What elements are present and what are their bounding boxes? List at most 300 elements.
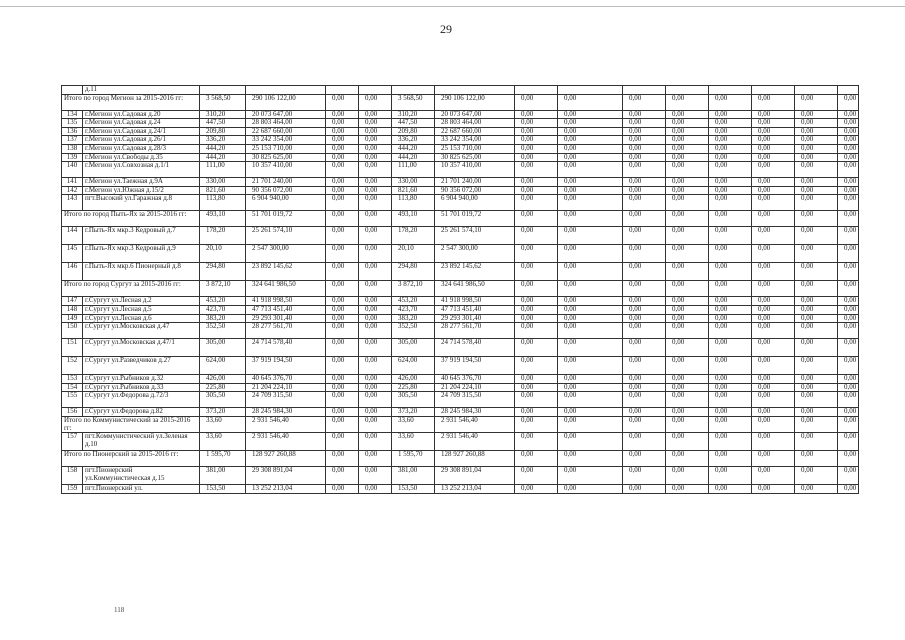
value-cell: 447,50 [392, 119, 435, 128]
value-cell: 0,00 [623, 245, 666, 263]
value-cell: 0,00 [326, 119, 359, 128]
value-cell: 0,00 [359, 433, 392, 451]
value-cell: 0,00 [709, 297, 752, 306]
value-cell: 0,00 [515, 416, 558, 432]
value-cell: 310,20 [200, 110, 246, 119]
value-cell: 22 687 660,00 [435, 127, 515, 136]
value-cell: 0,00 [558, 144, 623, 153]
value-cell: 0,00 [558, 162, 623, 178]
value-cell: 0,00 [838, 323, 859, 339]
value-cell: 0,00 [795, 195, 838, 211]
value-cell: 0,00 [515, 94, 558, 110]
value-cell: 0,00 [326, 383, 359, 392]
address-cell: г.Мегион ул.Садовая д.26/1 [83, 136, 200, 145]
row-number: 139 [62, 153, 83, 162]
value-cell: 0,00 [515, 119, 558, 128]
value-cell: 209,80 [392, 127, 435, 136]
value-cell: 0,00 [623, 195, 666, 211]
value-cell: 0,00 [623, 485, 666, 494]
value-cell: 0,00 [795, 357, 838, 375]
value-cell: 47 713 451,40 [435, 305, 515, 314]
value-cell: 225,80 [200, 383, 246, 392]
table-row [62, 162, 859, 178]
value-cell: 0,00 [709, 305, 752, 314]
value-cell: 0,00 [709, 416, 752, 432]
value-cell: 0,00 [752, 162, 795, 178]
value-cell: 33,60 [200, 433, 246, 451]
value-cell: 0,00 [795, 136, 838, 145]
value-cell: 0,00 [666, 211, 709, 227]
value-cell: 0,00 [515, 357, 558, 375]
value-cell: 0,00 [752, 451, 795, 467]
value-cell: 0,00 [838, 144, 859, 153]
value-cell: 28 803 464,00 [435, 119, 515, 128]
value-cell: 0,00 [795, 383, 838, 392]
value-cell: 0,00 [838, 297, 859, 306]
value-cell: 0,00 [666, 392, 709, 408]
subtotal-label: Итого по Коммунистический за 2015-2016 гг: [62, 416, 200, 432]
row-number: 141 [62, 178, 83, 187]
value-cell: 0,00 [359, 153, 392, 162]
row-number: 158 [62, 467, 83, 485]
value-cell: 305,00 [392, 339, 435, 357]
value-cell: 0,00 [623, 408, 666, 417]
value-cell: 0,00 [795, 281, 838, 297]
footer-mark: 118 [114, 606, 125, 614]
value-cell: 3 568,50 [200, 94, 246, 110]
value-cell: 0,00 [558, 136, 623, 145]
value-cell: 0,00 [623, 451, 666, 467]
value-cell: 0,00 [515, 227, 558, 245]
row-number: 148 [62, 305, 83, 314]
value-cell [623, 86, 666, 95]
value-cell: 0,00 [795, 314, 838, 323]
value-cell: 0,00 [558, 375, 623, 384]
row-number: 154 [62, 383, 83, 392]
value-cell: 0,00 [795, 94, 838, 110]
value-cell: 0,00 [326, 408, 359, 417]
value-cell: 2 931 546,40 [435, 433, 515, 451]
value-cell: 0,00 [558, 485, 623, 494]
value-cell: 0,00 [752, 186, 795, 195]
value-cell: 0,00 [752, 433, 795, 451]
value-cell: 0,00 [623, 375, 666, 384]
value-cell: 10 357 410,00 [246, 162, 326, 178]
value-cell: 0,00 [359, 375, 392, 384]
value-cell: 0,00 [558, 357, 623, 375]
value-cell: 0,00 [838, 383, 859, 392]
value-cell: 0,00 [326, 186, 359, 195]
table-row [62, 245, 859, 263]
value-cell: 0,00 [752, 416, 795, 432]
value-cell: 0,00 [795, 485, 838, 494]
value-cell: 0,00 [752, 297, 795, 306]
value-cell: 0,00 [666, 323, 709, 339]
value-cell: 0,00 [666, 136, 709, 145]
value-cell: 493,10 [392, 211, 435, 227]
value-cell: 0,00 [515, 314, 558, 323]
value-cell: 383,20 [392, 314, 435, 323]
value-cell: 324 641 986,50 [246, 281, 326, 297]
value-cell: 0,00 [838, 305, 859, 314]
value-cell: 624,00 [392, 357, 435, 375]
value-cell: 0,00 [709, 451, 752, 467]
value-cell: 0,00 [558, 94, 623, 110]
value-cell: 0,00 [515, 433, 558, 451]
value-cell: 2 931 546,40 [435, 416, 515, 432]
value-cell: 0,00 [838, 314, 859, 323]
value-cell [200, 86, 246, 95]
value-cell: 0,00 [709, 392, 752, 408]
value-cell: 0,00 [709, 195, 752, 211]
subtotal-row [62, 94, 859, 110]
value-cell: 0,00 [838, 263, 859, 281]
value-cell: 0,00 [326, 451, 359, 467]
value-cell: 373,20 [392, 408, 435, 417]
value-cell: 0,00 [326, 305, 359, 314]
value-cell: 13 252 213,04 [246, 485, 326, 494]
address-cell: г.Сургут ул.Федорова д.72/3 [83, 392, 200, 408]
value-cell: 0,00 [752, 263, 795, 281]
value-cell: 0,00 [666, 485, 709, 494]
address-cell: г.Сургут ул.Лесная д.6 [83, 314, 200, 323]
address-cell: г.Мегион ул.Садовая д.24 [83, 119, 200, 128]
value-cell: 41 918 998,50 [246, 297, 326, 306]
value-cell: 0,00 [709, 467, 752, 485]
value-cell: 0,00 [515, 263, 558, 281]
value-cell: 1 595,70 [200, 451, 246, 467]
value-cell: 0,00 [359, 144, 392, 153]
value-cell: 0,00 [515, 211, 558, 227]
table-row [62, 323, 859, 339]
value-cell: 20,10 [200, 245, 246, 263]
value-cell: 0,00 [666, 281, 709, 297]
value-cell: 0,00 [359, 178, 392, 187]
address-cell: пгт.Пионерский ул.Коммунистическая д.15 [83, 467, 200, 485]
value-cell: 0,00 [752, 127, 795, 136]
value-cell: 0,00 [359, 281, 392, 297]
value-cell: 0,00 [838, 416, 859, 432]
value-cell: 28 245 984,30 [246, 408, 326, 417]
value-cell: 0,00 [752, 211, 795, 227]
value-cell: 25 261 574,10 [435, 227, 515, 245]
value-cell: 0,00 [515, 136, 558, 145]
value-cell [435, 86, 515, 95]
value-cell: 111,00 [392, 162, 435, 178]
value-cell: 0,00 [666, 433, 709, 451]
value-cell: 0,00 [326, 94, 359, 110]
value-cell: 40 645 376,70 [435, 375, 515, 384]
value-cell: 0,00 [709, 281, 752, 297]
value-cell [752, 86, 795, 95]
subtotal-row [62, 416, 859, 432]
value-cell: 0,00 [515, 375, 558, 384]
value-cell: 0,00 [666, 94, 709, 110]
value-cell: 2 931 546,40 [246, 433, 326, 451]
value-cell: 0,00 [666, 263, 709, 281]
value-cell: 0,00 [326, 245, 359, 263]
value-cell: 0,00 [359, 485, 392, 494]
value-cell: 0,00 [838, 195, 859, 211]
value-cell: 23 892 145,62 [246, 263, 326, 281]
value-cell: 0,00 [752, 392, 795, 408]
value-cell [838, 86, 859, 95]
value-cell: 0,00 [359, 323, 392, 339]
value-cell: 0,00 [326, 323, 359, 339]
value-cell: 0,00 [666, 144, 709, 153]
value-cell: 0,00 [752, 245, 795, 263]
value-cell: 0,00 [709, 162, 752, 178]
value-cell: 0,00 [752, 144, 795, 153]
housing-repair-table [61, 85, 859, 494]
value-cell: 0,00 [359, 110, 392, 119]
address-cell: г.Сургут ул.Московская д.47 [83, 323, 200, 339]
table-body [62, 86, 859, 494]
value-cell: 0,00 [558, 263, 623, 281]
value-cell: 0,00 [326, 433, 359, 451]
table-row [62, 392, 859, 408]
value-cell: 0,00 [795, 119, 838, 128]
value-cell: 0,00 [515, 408, 558, 417]
value-cell: 0,00 [709, 227, 752, 245]
value-cell: 128 927 260,88 [246, 451, 326, 467]
value-cell: 25 153 710,00 [246, 144, 326, 153]
value-cell: 37 919 194,50 [435, 357, 515, 375]
value-cell: 0,00 [709, 323, 752, 339]
value-cell: 0,00 [326, 211, 359, 227]
value-cell: 0,00 [795, 297, 838, 306]
value-cell: 0,00 [515, 323, 558, 339]
value-cell: 0,00 [795, 339, 838, 357]
value-cell: 0,00 [709, 186, 752, 195]
value-cell: 0,00 [359, 127, 392, 136]
value-cell: 0,00 [709, 339, 752, 357]
value-cell: 0,00 [709, 153, 752, 162]
table-row [62, 357, 859, 375]
value-cell: 0,00 [795, 245, 838, 263]
value-cell: 0,00 [623, 314, 666, 323]
value-cell: 0,00 [666, 153, 709, 162]
value-cell: 0,00 [666, 119, 709, 128]
value-cell: 0,00 [795, 186, 838, 195]
value-cell: 426,00 [200, 375, 246, 384]
value-cell [392, 86, 435, 95]
value-cell: 0,00 [752, 467, 795, 485]
value-cell: 111,00 [200, 162, 246, 178]
value-cell: 0,00 [666, 162, 709, 178]
address-cell: г.Сургут ул.Федорова д.82 [83, 408, 200, 417]
value-cell: 0,00 [838, 433, 859, 451]
value-cell: 0,00 [709, 110, 752, 119]
value-cell: 10 357 410,00 [435, 162, 515, 178]
value-cell: 0,00 [558, 119, 623, 128]
value-cell: 0,00 [326, 392, 359, 408]
value-cell: 0,00 [795, 127, 838, 136]
value-cell: 0,00 [709, 119, 752, 128]
value-cell: 0,00 [623, 323, 666, 339]
value-cell: 453,20 [392, 297, 435, 306]
value-cell: 0,00 [515, 153, 558, 162]
value-cell: 0,00 [326, 485, 359, 494]
value-cell: 0,00 [326, 263, 359, 281]
value-cell: 0,00 [838, 245, 859, 263]
value-cell [795, 86, 838, 95]
value-cell: 0,00 [795, 144, 838, 153]
value-cell: 0,00 [838, 211, 859, 227]
address-cell: г.Мегион ул.Садовая д.20 [83, 110, 200, 119]
value-cell: 0,00 [326, 339, 359, 357]
value-cell: 294,80 [200, 263, 246, 281]
value-cell: 0,00 [623, 281, 666, 297]
value-cell: 0,00 [359, 195, 392, 211]
value-cell: 28 803 464,00 [246, 119, 326, 128]
value-cell: 0,00 [326, 136, 359, 145]
address-cell: г.Мегион ул.Таежная д.9А [83, 178, 200, 187]
value-cell: 0,00 [709, 144, 752, 153]
value-cell: 0,00 [838, 94, 859, 110]
value-cell: 0,00 [838, 408, 859, 417]
value-cell: 0,00 [666, 416, 709, 432]
table-row [62, 195, 859, 211]
row-number: 152 [62, 357, 83, 375]
value-cell: 0,00 [666, 178, 709, 187]
value-cell [709, 86, 752, 95]
value-cell: 0,00 [326, 178, 359, 187]
value-cell: 0,00 [359, 119, 392, 128]
value-cell: 33,60 [200, 416, 246, 432]
value-cell: 0,00 [838, 357, 859, 375]
row-number: 144 [62, 227, 83, 245]
value-cell: 0,00 [359, 314, 392, 323]
address-cell: г.Сургут ул.Рыбников д.32 [83, 375, 200, 384]
row-number: 145 [62, 245, 83, 263]
value-cell: 0,00 [515, 245, 558, 263]
value-cell: 0,00 [623, 127, 666, 136]
value-cell: 444,20 [392, 153, 435, 162]
value-cell: 0,00 [558, 178, 623, 187]
value-cell: 381,00 [200, 467, 246, 485]
value-cell [515, 86, 558, 95]
value-cell: 0,00 [752, 119, 795, 128]
value-cell: 0,00 [558, 467, 623, 485]
table-row [62, 408, 859, 417]
value-cell: 0,00 [515, 339, 558, 357]
value-cell: 0,00 [838, 162, 859, 178]
value-cell: 310,20 [392, 110, 435, 119]
value-cell: 0,00 [326, 153, 359, 162]
subtotal-row [62, 451, 859, 467]
row-number: 151 [62, 339, 83, 357]
value-cell: 0,00 [623, 433, 666, 451]
value-cell: 0,00 [558, 186, 623, 195]
value-cell: 29 293 301,40 [435, 314, 515, 323]
value-cell: 0,00 [623, 263, 666, 281]
value-cell: 3 872,10 [392, 281, 435, 297]
value-cell: 24 709 315,50 [246, 392, 326, 408]
value-cell: 0,00 [752, 94, 795, 110]
value-cell: 0,00 [359, 211, 392, 227]
value-cell: 0,00 [623, 416, 666, 432]
value-cell: 0,00 [623, 467, 666, 485]
address-cell: пгт.Пионерский ул. [83, 485, 200, 494]
value-cell: 0,00 [709, 263, 752, 281]
value-cell: 0,00 [326, 144, 359, 153]
value-cell: 153,50 [200, 485, 246, 494]
value-cell: 0,00 [515, 485, 558, 494]
value-cell: 0,00 [326, 227, 359, 245]
subtotal-label: Итого по город Мегион за 2015-2016 гг: [62, 94, 200, 110]
value-cell: 24 714 578,40 [246, 339, 326, 357]
value-cell: 20 073 647,00 [435, 110, 515, 119]
subtotal-row [62, 211, 859, 227]
value-cell: 0,00 [666, 186, 709, 195]
value-cell: 0,00 [795, 416, 838, 432]
value-cell: 0,00 [838, 392, 859, 408]
value-cell: 290 106 122,00 [435, 94, 515, 110]
value-cell: 305,00 [200, 339, 246, 357]
value-cell: 0,00 [515, 305, 558, 314]
value-cell: 0,00 [709, 383, 752, 392]
value-cell: 0,00 [709, 211, 752, 227]
value-cell [666, 86, 709, 95]
address-cell: г.Сургут ул.Разведчиков д.27 [83, 357, 200, 375]
row-number: 140 [62, 162, 83, 178]
value-cell: 21 204 224,10 [246, 383, 326, 392]
value-cell: 0,00 [515, 144, 558, 153]
table-row [62, 305, 859, 314]
value-cell: 0,00 [558, 305, 623, 314]
value-cell: 305,50 [200, 392, 246, 408]
value-cell: 0,00 [515, 178, 558, 187]
value-cell: 0,00 [359, 186, 392, 195]
value-cell: 0,00 [709, 245, 752, 263]
value-cell: 0,00 [795, 467, 838, 485]
value-cell: 153,50 [392, 485, 435, 494]
value-cell: 0,00 [838, 119, 859, 128]
value-cell: 0,00 [838, 485, 859, 494]
value-cell: 0,00 [359, 467, 392, 485]
value-cell: 0,00 [558, 110, 623, 119]
value-cell: 294,80 [392, 263, 435, 281]
row-number: 138 [62, 144, 83, 153]
value-cell: 0,00 [666, 467, 709, 485]
value-cell: 0,00 [752, 357, 795, 375]
value-cell: 0,00 [558, 211, 623, 227]
value-cell [246, 86, 326, 95]
value-cell: 352,50 [200, 323, 246, 339]
value-cell: 51 701 019,72 [435, 211, 515, 227]
table-row [62, 227, 859, 245]
value-cell: 209,80 [200, 127, 246, 136]
row-number: 146 [62, 263, 83, 281]
value-cell: 0,00 [558, 314, 623, 323]
value-cell: 0,00 [795, 178, 838, 187]
row-number: 142 [62, 186, 83, 195]
value-cell: 113,80 [200, 195, 246, 211]
address-cell: г.Мегион ул.Совхозная д.1/1 [83, 162, 200, 178]
row-number: 135 [62, 119, 83, 128]
value-cell: 51 701 019,72 [246, 211, 326, 227]
value-cell: 0,00 [359, 94, 392, 110]
value-cell: 0,00 [838, 227, 859, 245]
row-number: 134 [62, 110, 83, 119]
table-row [62, 485, 859, 494]
subtotal-label: Итого по город Сургут за 2015-2016 гг: [62, 281, 200, 297]
value-cell: 1 595,70 [392, 451, 435, 467]
value-cell: 0,00 [752, 305, 795, 314]
value-cell: 0,00 [666, 314, 709, 323]
value-cell: 0,00 [709, 94, 752, 110]
